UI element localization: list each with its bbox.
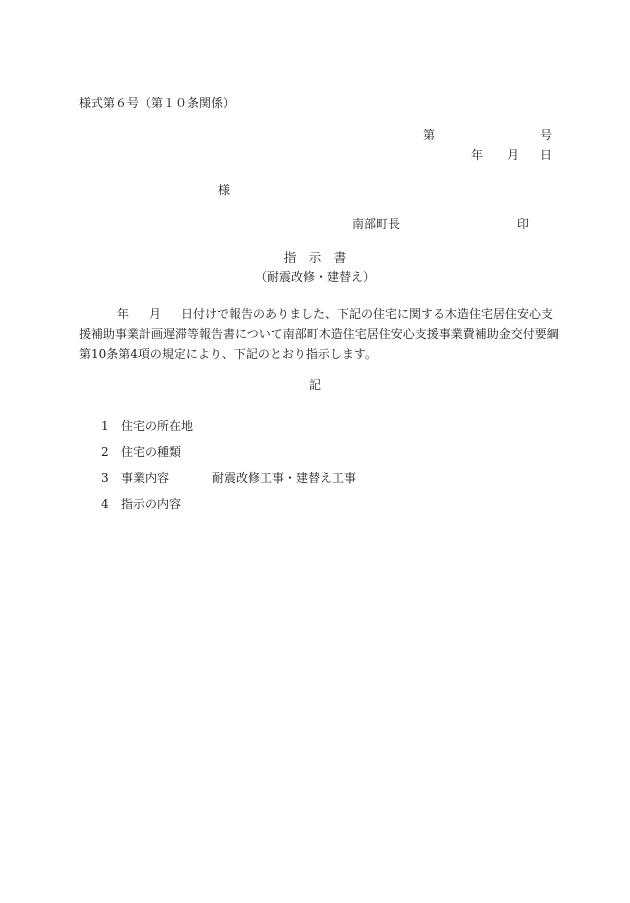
item-label: 住宅の所在地 — [121, 419, 194, 433]
item-number: 3 — [101, 471, 109, 485]
body-line-2: 援補助事業計画遅滞等報告書について南部町木造住宅居住安心支援事業費補助金交付要綱 — [79, 327, 559, 341]
list-item — [101, 418, 356, 444]
number-prefix: 第 — [423, 128, 436, 142]
form-id: 様式第６号（第１０条関係） — [79, 96, 236, 110]
item-number: 2 — [101, 445, 109, 459]
document-subtitle: （耐震改修・建替え） — [254, 270, 375, 284]
ki-heading: 記 — [308, 378, 321, 392]
body-paragraph — [79, 304, 559, 364]
list-item — [101, 444, 356, 470]
body-month: 月 — [149, 307, 162, 321]
document-title: 指 示 書 — [283, 250, 347, 265]
item-label: 指示の内容 — [121, 497, 182, 511]
seal-mark: 印 — [517, 217, 530, 231]
body-line-1 — [79, 304, 554, 324]
item-label: 事業内容 — [121, 471, 170, 485]
item-number: 1 — [101, 419, 109, 433]
body-line-1-text: 日付けで報告のありました、下記の住宅に関する木造住宅居住安心支 — [181, 307, 554, 321]
issuer-title: 南部町長 — [352, 217, 401, 231]
body-line-3: 第10条第4項の規定により、下記のとおり指示します。 — [79, 347, 377, 361]
item-label: 住宅の種類 — [121, 445, 182, 459]
date-year: 年 — [471, 148, 484, 162]
item-number: 4 — [101, 497, 109, 511]
recipient-suffix: 様 — [218, 183, 231, 197]
list-item — [101, 470, 356, 496]
list-item — [101, 496, 356, 522]
date-day: 日 — [540, 148, 553, 162]
date-month: 月 — [507, 148, 520, 162]
body-year: 年 — [117, 307, 130, 321]
item-list — [101, 418, 356, 522]
item-value: 耐震改修工事・建替え工事 — [212, 471, 357, 485]
number-suffix: 号 — [540, 128, 553, 142]
